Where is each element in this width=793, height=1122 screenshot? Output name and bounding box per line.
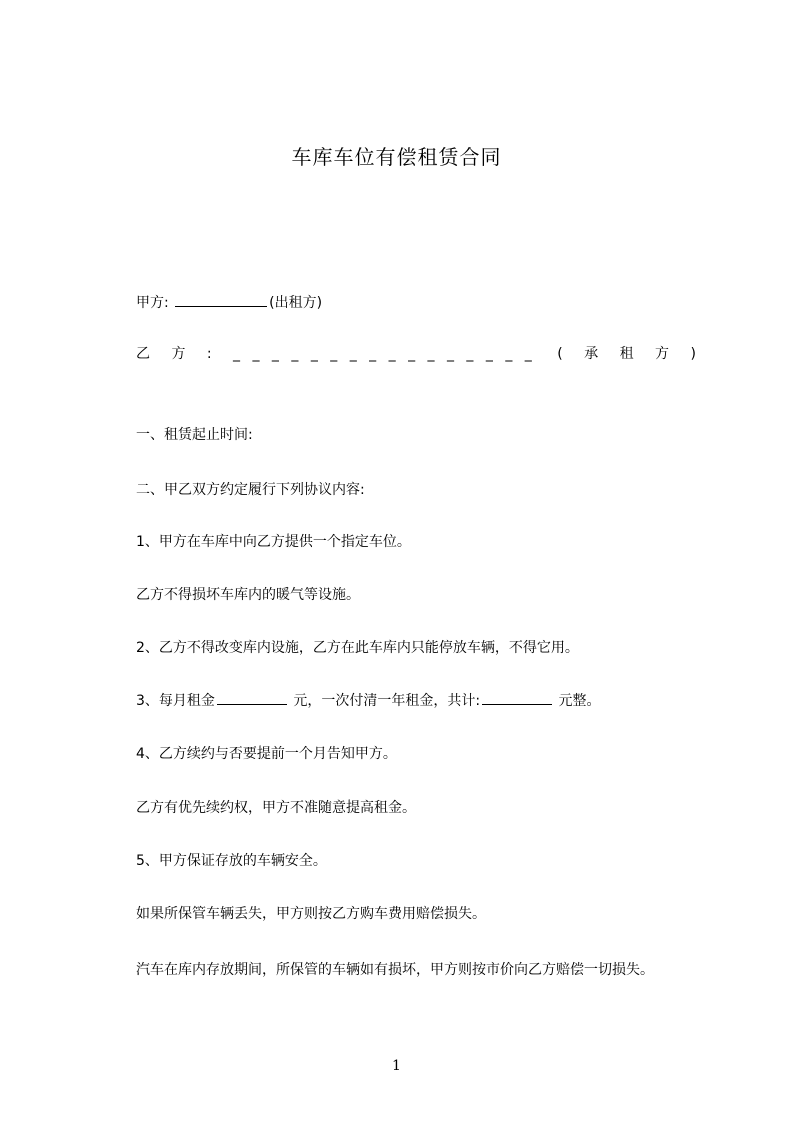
clause-1: 1、甲方在车库中向乙方提供一个指定车位。 — [136, 534, 411, 550]
total-rent-blank — [482, 690, 552, 705]
party-b-role-3: 租 — [619, 346, 634, 362]
clause-4-note: 乙方有优先续约权，甲方不准随意提高租金。 — [136, 800, 416, 816]
party-b-label-3: : — [206, 346, 212, 362]
clause-3 — [136, 690, 601, 711]
party-a-role: (出租方) — [269, 295, 323, 311]
party-b-label-1: 乙 — [136, 346, 150, 362]
party-b-role-5: ) — [690, 346, 696, 362]
party-a-blank — [175, 292, 267, 307]
clause-5: 5、甲方保证存放的车辆安全。 — [136, 853, 327, 869]
party-b-label-2: 方 — [171, 346, 186, 362]
party-a-label: 甲方: — [136, 295, 169, 311]
clause-5-note: 如果所保管车辆丢失，甲方则按乙方购车费用赔偿损失。 — [136, 906, 486, 922]
clause-4: 4、乙方续约与否要提前一个月告知甲方。 — [136, 746, 397, 762]
clause-1-note: 乙方不得损坏车库内的暖气等设施。 — [136, 587, 360, 603]
clause-3-part2: 元，一次付清一年租金，共计: — [293, 693, 481, 709]
party-b-blank: _ _ _ _ _ _ _ _ _ _ _ _ _ _ _ _ — [233, 346, 536, 362]
clause-3-part3: 元整。 — [558, 693, 601, 709]
party-a-line — [136, 292, 322, 313]
monthly-rent-blank — [217, 690, 287, 705]
clause-3-part1: 3、每月租金 — [136, 693, 215, 709]
section-1-heading: 一、租赁起止时间: — [136, 427, 253, 443]
party-b-role-1: ( — [557, 346, 563, 362]
party-b-role-2: 承 — [584, 346, 599, 362]
party-b-role-4: 方 — [655, 346, 670, 362]
party-b-line — [136, 344, 696, 364]
page-number: 1 — [392, 1058, 401, 1074]
clause-5-paragraph: 汽车在库内存放期间，所保管的车辆如有损坏，甲方则按市价向乙方赔偿一切损失。 — [136, 962, 654, 978]
section-2-heading: 二、甲乙双方约定履行下列协议内容: — [136, 482, 365, 498]
clause-2: 2、乙方不得改变库内设施，乙方在此车库内只能停放车辆，不得它用。 — [136, 640, 579, 656]
document-title: 车库车位有偿租赁合同 — [291, 145, 502, 169]
